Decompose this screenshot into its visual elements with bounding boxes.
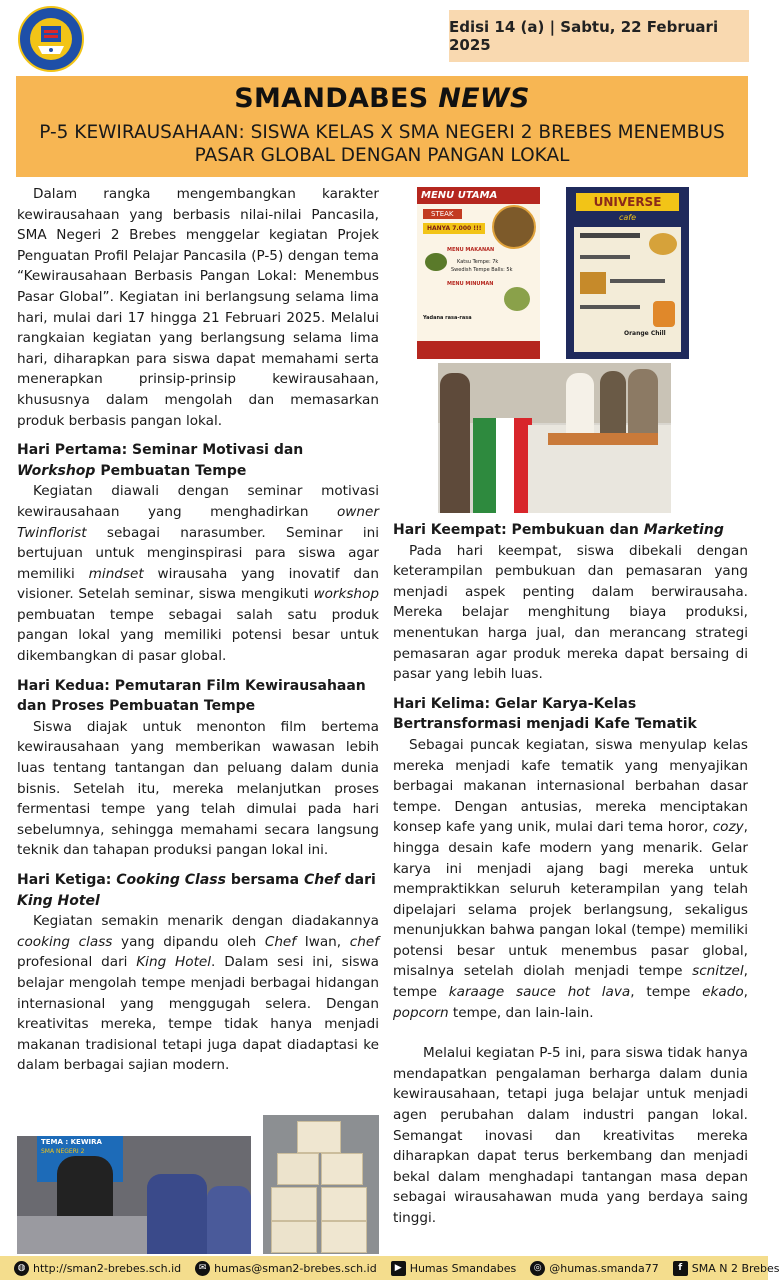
menu1-foot: Yadana rasa-rasa (423, 315, 472, 321)
closing-paragraph: Melalui kegiatan P-5 ini, para siswa tidak hanya mendapatkan pengalaman berharga dalam dunia kewirausahaan, tetapi juga belajar untuk menjadi agen perubahan dalam industri pangan lokal. Semangat inovasi dan kreativitas mereka diharapkan dapat terus berkembang dan menjadi bekal dalam menghadapi tantangan masa depan sebagai wirausahawan muda yang berdaya saing tinggi. (393, 1045, 748, 1226)
website-link[interactable]: http://sman2-brebes.sch.id (33, 1261, 182, 1275)
footer-website[interactable] (14, 1261, 181, 1276)
masthead-title: SMANDABES NEWS (234, 83, 530, 114)
event-banner-sub: SMA NEGERI 2 (41, 1148, 85, 1155)
universe-cafe-menu-image (566, 187, 689, 359)
article-headline: P-5 KEWIRAUSAHAAN: SISWA KELAS X SMA NEGERI 2 BREBES MENEMBUS PASAR GLOBAL DENGAN PANGAN LOKAL (39, 122, 725, 166)
tempe-dish-icon (649, 233, 677, 255)
day3-paragraph: Kegiatan semakin menarik dengan diadakannya cooking class yang dipandu oleh Chef Iwan, chef profesional dari King Hotel. Dalam sesi ini, siswa belajar mengolah tempe menjadi berbagai hidangan internasional yang menggugah selera. Dengan kreativitas mereka, tempe tidak hanya menjadi makanan tradisional tetapi juga dapat diadaptasi ke dalam berbagai sajian modern. (17, 913, 380, 1074)
menu2-sub: cafe (618, 213, 637, 222)
day1-paragraph: Kegiatan diawali dengan seminar motivasi kewirausahaan yang menghadirkan owner Twinflorist sebagai narasumber. Seminar ini bertujuan untuk menginspirasi para siswa agar memiliki mindset wirausaha yang inovatif dan visioner. Setelah seminar, siswa mengikuti workshop pembuatan tempe sebagai salah satu produk pangan lokal yang memiliki potensi besar untuk dikembangkan di pasar global. (17, 483, 379, 665)
facebook-icon: f (673, 1261, 688, 1276)
footer-youtube[interactable] (391, 1261, 517, 1276)
masthead-banner (16, 76, 748, 177)
menu1-price: HANYA 7.000 !!! (423, 223, 485, 234)
dish-icon (425, 253, 447, 271)
day2-heading: Hari Kedua: Pemutaran Film Kewirausahaan dan Proses Pembuatan Tempe (17, 677, 366, 715)
drink-icon (504, 287, 530, 311)
menu1-minuman: MENU MINUMAN (447, 281, 494, 287)
day5-heading: Hari Kelima: Gelar Karya-Kelas Bertransformasi menjadi Kafe Tematik (393, 695, 697, 733)
youtube-link[interactable]: Humas Smandabes (409, 1261, 517, 1275)
chef-demo-photo (17, 1136, 251, 1254)
intro-paragraph: Dalam rangka mengembangkan karakter kewirausahaan yang berbasis nilai-nilai Pancasila, SMA Negeri 2 Brebes menggelar kegiatan Projek Penguatan Profil Pelajar Pancasila (P-5) dengan tema “Kewirausahaan Berbasis Pangan Lokal: Menembus Pasar Global”. Kegiatan ini berlangsung selama lima hari, mulai dari 17 hingga 21 Februari 2025. Melalui rangkaian kegiatan yang berlangsung selama lima hari, diharapkan para siswa dapat memahami serta menerapkan prinsip-prinsip kewirausahaan, khususnya dalam mengolah dan memasarkan produk berbasis pangan lokal. (17, 186, 379, 429)
footer-email[interactable] (195, 1261, 377, 1276)
globe-icon: ◍ (14, 1261, 29, 1276)
menu-utama-image (417, 187, 540, 359)
footer-facebook[interactable] (673, 1261, 780, 1276)
menu1-title: MENU UTAMA (417, 187, 540, 204)
edition-date: Edisi 14 (a) | Sabtu, 22 Februari 2025 (449, 10, 749, 62)
menu1-makanan: MENU MAKANAN (447, 247, 495, 253)
right-column (393, 520, 748, 1229)
instagram-icon: ◎ (530, 1261, 545, 1276)
email-link[interactable]: humas@sman2-brebes.sch.id (214, 1261, 377, 1275)
menu1-item1: Katsu Tempe: 7k (457, 259, 499, 265)
footer-bar (0, 1256, 780, 1280)
menu2-board (574, 227, 681, 352)
mail-icon: ✉ (195, 1261, 210, 1276)
menu2-item: Orange Chill (624, 330, 666, 337)
orange-drink-icon (653, 301, 675, 327)
students-stall-photo (438, 363, 671, 513)
school-logo (16, 6, 86, 72)
menu1-item2: Swedish Tempe Balls: 5k (451, 267, 513, 273)
day1-heading: Hari Pertama: Seminar Motivasi dan Workshop Pembuatan Tempe (17, 442, 304, 479)
left-column (17, 184, 379, 1076)
menu1-footer-strip (417, 341, 540, 359)
steak-dish-icon (492, 205, 536, 249)
instagram-link[interactable]: @humas.smanda77 (549, 1261, 659, 1275)
day5-paragraph: Sebagai puncak kegiatan, siswa menyulap kelas mereka menjadi kafe tematik yang menyajikan berbagai makanan internasional berbahan dasar tempe. Dengan antusias, mereka menciptakan konsep kafe yang unik, mulai dari tema horor, cozy, hingga desain kafe modern yang menarik. Gelar karya ini menjadi ajang bagi mereka untuk mempraktikkan seluruh keterampilan yang telah dipelajari selama projek berlangsung, sekaligus menunjukkan bahwa pangan lokal (tempe) memiliki potensi besar untuk menembus pasar global, misalnya setelah diolah menjadi tempe scnitzel, tempe karaage sauce hot lava, tempe ekado, popcorn tempe, dan lain-lain. (393, 736, 748, 1021)
facebook-link[interactable]: SMA N 2 Brebes (691, 1261, 780, 1275)
event-banner-text: TEMA : KEWIRA (41, 1138, 102, 1146)
footer-instagram[interactable] (530, 1261, 659, 1276)
menu1-sub: STEAK (423, 209, 462, 219)
day4-paragraph: Pada hari keempat, siswa dibekali dengan keterampilan pembukuan dan pemasaran yang menjadi aspek penting dalam berwirausaha. Mereka belajar menghitung biaya produksi, menentukan harga jual, dan merancang strategi pemasaran agar produk mereka dapat bersaing di pasar yang lebih luas. (393, 542, 748, 683)
day3-heading: Hari Ketiga: Cooking Class bersama Chef dari King Hotel (17, 872, 376, 909)
fries-icon (580, 272, 606, 294)
day4-heading: Hari Keempat: Pembukuan dan Marketing (393, 522, 724, 538)
day2-paragraph: Siswa diajak untuk menonton film bertema kewirausahaan yang memberikan wawasan lebih luas tentang tantangan dan peluang dalam dunia bisnis. Setelah itu, mereka melanjutkan proses fermentasi tempe yang telah dimulai pada hari sebelumnya, sehingga memahami secara langsung teknik dan tahapan produksi pangan lokal ini. (17, 718, 379, 859)
menu2-title: UNIVERSE (576, 193, 679, 211)
tempe-packages-photo (263, 1115, 379, 1254)
youtube-icon: ▶ (391, 1261, 406, 1276)
